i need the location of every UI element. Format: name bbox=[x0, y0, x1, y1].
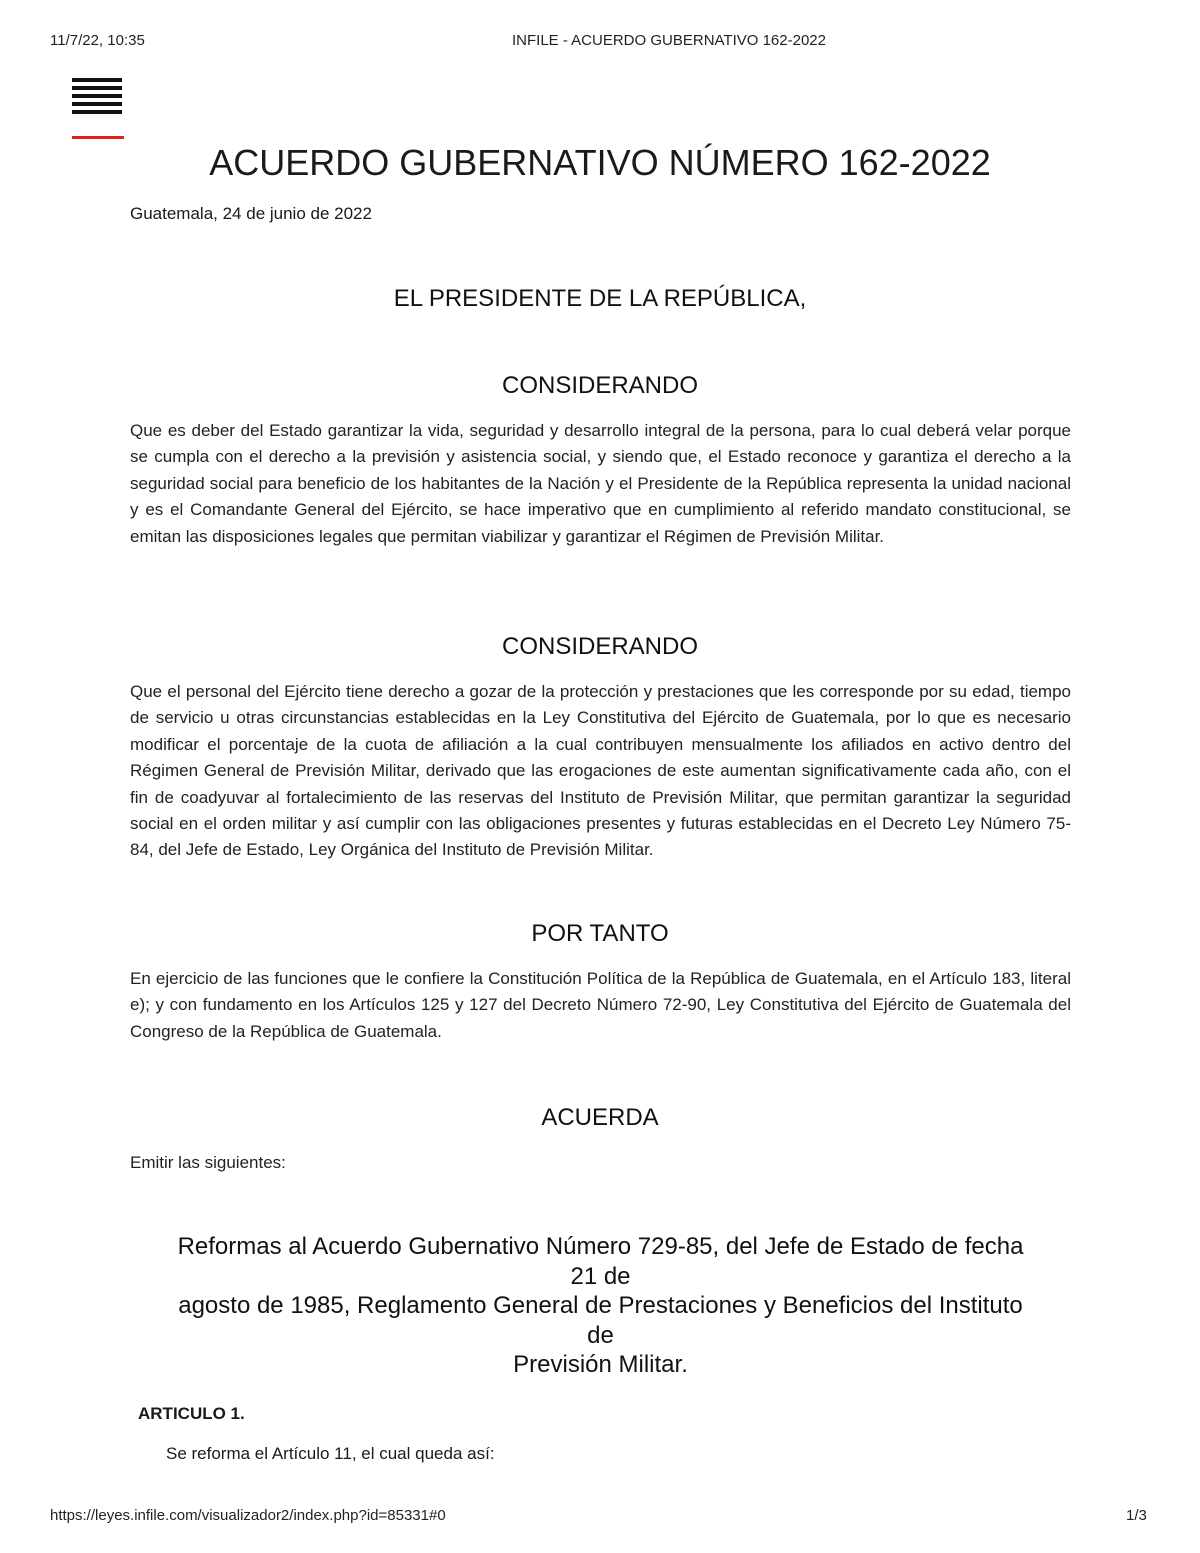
section-text-considerando-1: Que es deber del Estado garantizar la vida, seguridad y desarrollo integral de la persona, para lo cual deberá velar porque se cumpla con el derecho a la previsión y asistencia social, y siendo que, el Estado reconoce y garantiza el derecho a la seguridad social para beneficio de los habitantes de la Nación y el Presidente de la República representa la unidad nacional y es el Comandante General del Ejército, se hace imperativo que en cumplimiento al referido mandato constitucional, se emitan las disposiciones legales que permitan viabilizar y garantizar el Régimen de Previsión Militar. bbox=[130, 421, 1071, 546]
section-text-considerando-2: Que el personal del Ejército tiene derecho a gozar de la protección y prestaciones que les corresponde por su edad, tiempo de servicio u otras circunstancias establecidas en la Ley Constitutiva del Ejército de Guatemala, por lo que es necesario modificar el porcentaje de la cuota de afiliación a la cual contribuyen mensualmente los afiliados en activo dentro del Régimen General de Previsión Militar, derivado que las erogaciones de este aumentan significativamente cada año, con el fin de coadyuvar al fortalecimiento de las reservas del Instituto de Previsión Militar, que permitan garantizar la seguridad social en el orden militar y así cumplir con las obligaciones presentes y futuras establecidas en el Decreto Ley Número 75-84, del Jefe de Estado, Ley Orgánica del Instituto de Previsión Militar. bbox=[130, 682, 1071, 860]
reform-title-line: de bbox=[587, 1321, 614, 1349]
section-heading-por-tanto: POR TANTO bbox=[531, 920, 669, 947]
print-page-title: INFILE - ACUERDO GUBERNATIVO 162-2022 bbox=[512, 32, 826, 49]
page-title: ACUERDO GUBERNATIVO NÚMERO 162-2022 bbox=[209, 142, 991, 183]
hamburger-menu-icon[interactable] bbox=[72, 78, 122, 122]
print-url: https://leyes.infile.com/visualizador2/index.php?id=85331#0 bbox=[50, 1507, 446, 1524]
article-heading: ARTICULO 1. bbox=[138, 1404, 245, 1423]
reform-title-line: 21 de bbox=[570, 1262, 631, 1290]
print-datetime: 11/7/22, 10:35 bbox=[50, 32, 145, 49]
section-heading-considerando-2: CONSIDERANDO bbox=[501, 633, 699, 660]
reform-title-line: agosto de 1985, Reglamento General de Prestaciones y Beneficios del Instituto bbox=[178, 1292, 1023, 1319]
authority-heading: EL PRESIDENTE DE LA REPÚBLICA, bbox=[393, 285, 807, 312]
reform-title-line: Previsión Militar. bbox=[513, 1351, 688, 1378]
menu-accent-underline bbox=[72, 136, 124, 139]
section-heading-acuerda: ACUERDA bbox=[541, 1104, 659, 1131]
section-text-por-tanto: En ejercicio de las funciones que le confiere la Constitución Política de la República de Guatemala, en el Artículo 183, literal e); y con fundamento en los Artículos 125 y 127 del Decreto Número 72-90, Ley Constitutiva del Ejército de Guatemala del Congreso de la República de Guatemala. bbox=[130, 969, 1071, 1041]
section-heading-considerando-1: CONSIDERANDO bbox=[501, 372, 699, 399]
section-text-acuerda: Emitir las siguientes: bbox=[130, 1153, 286, 1172]
print-page-number: 1/3 bbox=[1126, 1507, 1147, 1524]
reform-title bbox=[130, 1232, 1071, 1380]
article-text: Se reforma el Artículo 11, el cual queda así: bbox=[166, 1444, 495, 1463]
reform-title-line: Reformas al Acuerdo Gubernativo Número 729-85, del Jefe de Estado de fecha bbox=[177, 1233, 1024, 1260]
date-line: Guatemala, 24 de junio de 2022 bbox=[130, 204, 372, 223]
